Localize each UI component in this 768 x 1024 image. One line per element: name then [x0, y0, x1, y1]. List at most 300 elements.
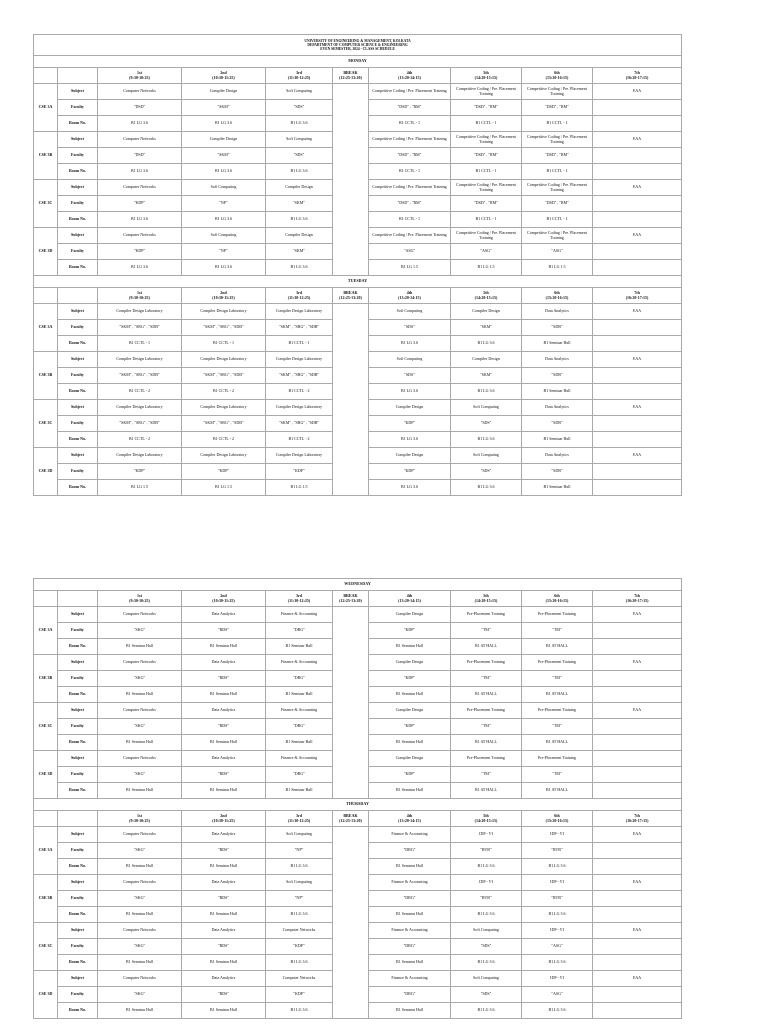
row-label-faculty: Faculty — [58, 987, 98, 1003]
title-line2: DEPARTMENT OF COMPUTER SCIENCE & ENGINEERING — [307, 42, 408, 47]
schedule-cell: "SDB" — [522, 416, 593, 432]
schedule-cell — [593, 320, 682, 336]
schedule-cell: Finance & Accounting — [266, 751, 333, 767]
schedule-cell: "ASG" — [522, 244, 593, 260]
schedule-cell: B1 LG 3.6 — [98, 260, 182, 276]
schedule-cell: "SDB" — [522, 368, 593, 384]
row-label-subject: Subject — [58, 400, 98, 416]
schedule-cell — [593, 939, 682, 955]
schedule-cell: Compiler Design Laboratory — [266, 448, 333, 464]
schedule-cell: Data Analytics — [182, 923, 266, 939]
schedule-cell: Computer Networks — [98, 180, 182, 196]
period-label: 3rd — [296, 70, 302, 75]
schedule-cell: B1 Seminar Hall — [98, 687, 182, 703]
schedule-cell: Compiler Design Laboratory — [266, 304, 333, 320]
period-label: 5th — [483, 813, 489, 818]
day-name: WEDNESDAY — [34, 579, 682, 591]
schedule-cell — [593, 432, 682, 448]
schedule-cell — [593, 751, 682, 767]
schedule-cell: Computer Networks — [98, 875, 182, 891]
row-label-faculty: Faculty — [58, 244, 98, 260]
schedule-cell: B1 LG 1.5 — [266, 480, 333, 496]
period-header — [333, 591, 369, 607]
schedule-cell: B1 CCTL - 2 — [266, 432, 333, 448]
period-header — [333, 288, 369, 304]
schedule-cell: B1 CCTL - 1 — [98, 336, 182, 352]
period-header — [333, 811, 369, 827]
schedule-cell: Pre-Placement Training — [451, 655, 522, 671]
period-time: (9:30-10:25) — [129, 74, 150, 80]
schedule-cell: "SKM" — [182, 100, 266, 116]
period-label: 2nd — [220, 593, 227, 598]
schedule-cell: "TM" — [451, 671, 522, 687]
schedule-cell: B1 Seminar Hall — [98, 907, 182, 923]
schedule-cell: Compiler Design — [369, 607, 451, 623]
schedule-cell: "DSD" — [98, 148, 182, 164]
period-time: (12:25-13:20) — [339, 597, 362, 603]
row-label-room: Room No. — [58, 955, 98, 971]
schedule-cell: B1 CCTL - 1 — [451, 116, 522, 132]
row-label-room: Room No. — [58, 480, 98, 496]
section-name: CSE 3A — [34, 607, 58, 655]
period-header — [522, 811, 593, 827]
schedule-cell: Data Analytics — [182, 751, 266, 767]
row-label-subject: Subject — [58, 655, 98, 671]
schedule-cell: B1 Seminar Hall — [182, 687, 266, 703]
schedule-cell: Computer Networks — [98, 923, 182, 939]
schedule-cell: Data Analytics — [522, 352, 593, 368]
break-cell — [333, 827, 369, 1019]
schedule-cell: Soft Computing — [369, 304, 451, 320]
period-time: (15:20-16:15) — [545, 597, 569, 603]
schedule-table-1 — [33, 34, 682, 496]
schedule-cell: B1 LG 3.6 — [451, 907, 522, 923]
schedule-cell: B1 AT HALL — [451, 639, 522, 655]
row-label-subject: Subject — [58, 751, 98, 767]
period-header — [593, 591, 682, 607]
schedule-cell: Compiler Design Laboratory — [266, 352, 333, 368]
row-label-subject: Subject — [58, 84, 98, 100]
schedule-cell: "DSD" , "RM" — [522, 148, 593, 164]
period-label: 6th — [554, 813, 560, 818]
schedule-cell: "SKM" , "SRG" , "SDB" — [266, 368, 333, 384]
schedule-cell: "SDS" — [266, 100, 333, 116]
schedule-cell: B1 LG 3.6 — [98, 116, 182, 132]
schedule-cell: B1 Seminar Hall — [522, 480, 593, 496]
row-label-faculty: Faculty — [58, 623, 98, 639]
schedule-cell: EAA — [593, 400, 682, 416]
schedule-cell: "ASG" — [369, 244, 451, 260]
period-header-row — [34, 288, 682, 304]
schedule-cell: B1 LG 3.6 — [266, 164, 333, 180]
schedule-cell: "RDS" — [182, 987, 266, 1003]
schedule-cell: B1 CCTL - 1 — [522, 116, 593, 132]
schedule-cell: B1 CCTL - 1 — [451, 212, 522, 228]
section-name: CSE 3B — [34, 352, 58, 400]
schedule-cell — [593, 416, 682, 432]
day-row — [34, 799, 682, 811]
period-time: (16:20-17:15) — [625, 294, 649, 300]
day-name: TUESDAY — [34, 276, 682, 288]
row-label-subject: Subject — [58, 875, 98, 891]
schedule-cell: "SDS" — [369, 368, 451, 384]
schedule-cell: Data Analytics — [522, 304, 593, 320]
schedule-cell: "RVB" — [522, 891, 593, 907]
period-label: 7th — [634, 70, 640, 75]
schedule-cell: "TM" — [522, 719, 593, 735]
schedule-cell — [593, 767, 682, 783]
schedule-cell — [593, 687, 682, 703]
schedule-cell: "KDP" — [266, 939, 333, 955]
period-label: 5th — [483, 290, 489, 295]
row-label-faculty: Faculty — [58, 464, 98, 480]
period-header — [333, 68, 369, 84]
section-name: CSE 3B — [34, 655, 58, 703]
schedule-cell: EAA — [593, 923, 682, 939]
section-name: CSE 3C — [34, 703, 58, 751]
schedule-cell: "DSD" , "RM" — [369, 196, 451, 212]
schedule-cell: Compiler Design — [451, 352, 522, 368]
schedule-cell: Data Analytics — [182, 607, 266, 623]
schedule-cell: IDP - VI — [451, 875, 522, 891]
row-label-room: Room No. — [58, 687, 98, 703]
schedule-cell: EAA — [593, 132, 682, 148]
schedule-cell: Competitive Coding / Pre. Placement Training — [522, 84, 593, 100]
break-cell — [333, 607, 369, 799]
row-label-subject: Subject — [58, 448, 98, 464]
schedule-cell: B1 Seminar Hall — [266, 783, 333, 799]
section-name: CSE 3D — [34, 971, 58, 1019]
schedule-cell: "SKG" — [98, 891, 182, 907]
schedule-cell: "TM" — [451, 719, 522, 735]
schedule-cell: B1 Seminar Hall — [369, 639, 451, 655]
period-label: 4th — [406, 70, 413, 75]
schedule-cell: "SDS" — [451, 939, 522, 955]
schedule-cell: EAA — [593, 875, 682, 891]
row-label-room: Room No. — [58, 859, 98, 875]
schedule-cell: Compiler Design — [182, 132, 266, 148]
schedule-page-2 — [33, 578, 681, 1019]
schedule-cell: "NP" — [182, 196, 266, 212]
schedule-cell: "SKM" , "SRG" , "SDB" — [266, 416, 333, 432]
schedule-cell: "SKM" , "SRG" , "SDB" — [182, 320, 266, 336]
schedule-cell: Finance & Accounting — [369, 923, 451, 939]
period-header — [593, 288, 682, 304]
period-header-row — [34, 68, 682, 84]
schedule-cell — [593, 164, 682, 180]
schedule-cell: B1 Seminar Hall — [369, 955, 451, 971]
schedule-cell: B1 Seminar Hall — [369, 687, 451, 703]
row-label-faculty: Faculty — [58, 196, 98, 212]
schedule-cell: "KDP" — [369, 767, 451, 783]
schedule-cell: "SKG" — [98, 671, 182, 687]
schedule-cell — [593, 212, 682, 228]
schedule-cell: "DSD" , "RM" — [369, 100, 451, 116]
schedule-cell: "TM" — [451, 767, 522, 783]
schedule-cell: "RDS" — [182, 891, 266, 907]
schedule-cell: EAA — [593, 304, 682, 320]
schedule-cell: B1 Seminar Hall — [266, 639, 333, 655]
schedule-cell: Compiler Design — [451, 304, 522, 320]
schedule-cell: "KDP" — [369, 416, 451, 432]
period-time: (12:25-13:20) — [339, 294, 362, 300]
schedule-cell: EAA — [593, 352, 682, 368]
schedule-cell: IDP - VI — [522, 971, 593, 987]
schedule-cell: "SKM" , "SRG" , "SDB" — [182, 416, 266, 432]
schedule-cell: Competitive Coding / Pre. Placement Training — [522, 228, 593, 244]
row-label-subject: Subject — [58, 304, 98, 320]
section-name: CSE 3C — [34, 180, 58, 228]
schedule-cell: Computer Networks — [98, 703, 182, 719]
schedule-cell: B1 LG 3.6 — [522, 1003, 593, 1019]
schedule-cell: "SKM" — [266, 196, 333, 212]
schedule-table-2 — [33, 578, 682, 1019]
schedule-cell: "SDS" — [451, 987, 522, 1003]
row-label-room: Room No. — [58, 1003, 98, 1019]
schedule-cell: B1 AT HALL — [522, 735, 593, 751]
period-label: 3rd — [296, 813, 302, 818]
day-row — [34, 56, 682, 68]
schedule-cell: B1 Seminar Hall — [182, 955, 266, 971]
schedule-cell: "NP" — [266, 843, 333, 859]
period-label: 4th — [406, 593, 413, 598]
period-label: 4th — [406, 290, 413, 295]
schedule-cell: B1 Seminar Hall — [266, 687, 333, 703]
schedule-cell: "SDB" — [522, 464, 593, 480]
schedule-cell: "DSD" , "RM" — [522, 100, 593, 116]
period-label: 3rd — [296, 593, 302, 598]
period-header — [98, 591, 182, 607]
period-time: (14:20-15:15) — [474, 597, 498, 603]
schedule-cell: Compiler Design Laboratory — [182, 448, 266, 464]
schedule-cell: B1 Seminar Hall — [182, 783, 266, 799]
schedule-cell: Soft Computing — [266, 827, 333, 843]
period-header — [451, 68, 522, 84]
period-header — [182, 288, 266, 304]
row-label-faculty: Faculty — [58, 719, 98, 735]
schedule-cell: Competitive Coding / Pre. Placement Training — [451, 132, 522, 148]
schedule-cell: "RDS" — [182, 843, 266, 859]
schedule-cell: Finance & Accounting — [369, 875, 451, 891]
period-header-row — [34, 591, 682, 607]
schedule-cell: "KDP" — [182, 464, 266, 480]
schedule-cell — [593, 464, 682, 480]
schedule-cell: B1 LG 3.6 — [369, 432, 451, 448]
schedule-cell: B1 Seminar Hall — [98, 783, 182, 799]
schedule-cell: "SDS" — [369, 320, 451, 336]
schedule-cell: B1 Seminar Hall — [182, 859, 266, 875]
schedule-cell — [593, 891, 682, 907]
row-label-room: Room No. — [58, 639, 98, 655]
schedule-cell: "RDS" — [182, 671, 266, 687]
day-name: THURSDAY — [34, 799, 682, 811]
schedule-cell: Computer Networks — [266, 923, 333, 939]
schedule-cell: "DBG" — [369, 987, 451, 1003]
period-time: (10:30-11:25) — [212, 294, 235, 300]
schedule-cell: Pre-Placement Training — [522, 607, 593, 623]
schedule-cell: "TM" — [522, 767, 593, 783]
section-name: CSE 3D — [34, 448, 58, 496]
schedule-cell: "KDP" — [98, 464, 182, 480]
schedule-cell: Computer Networks — [266, 971, 333, 987]
schedule-cell: Computer Networks — [98, 971, 182, 987]
row-label-faculty: Faculty — [58, 843, 98, 859]
schedule-cell: "SKM" , "SRG" , "SDB" — [182, 368, 266, 384]
schedule-cell: B1 Seminar Hall — [98, 735, 182, 751]
row-label-faculty: Faculty — [58, 939, 98, 955]
schedule-cell: B1 LG 1.5 — [369, 260, 451, 276]
schedule-cell: B1 CCTL - 2 — [98, 432, 182, 448]
schedule-cell: "SKM" — [451, 368, 522, 384]
schedule-cell: B1 LG 3.6 — [451, 859, 522, 875]
schedule-cell: "SKM" , "SRG" , "SDB" — [98, 416, 182, 432]
schedule-cell — [593, 623, 682, 639]
schedule-cell: Compiler Design Laboratory — [182, 352, 266, 368]
period-label: 6th — [554, 70, 560, 75]
schedule-cell: B1 CCTL - 1 — [369, 164, 451, 180]
section-name: CSE 3D — [34, 751, 58, 799]
period-header — [451, 288, 522, 304]
blank-cell — [58, 68, 98, 84]
schedule-cell: "SKG" — [98, 719, 182, 735]
schedule-cell: B1 LG 3.6 — [98, 212, 182, 228]
schedule-cell: "RVB" — [451, 891, 522, 907]
schedule-cell: "SKM" — [182, 148, 266, 164]
schedule-cell: Computer Networks — [98, 751, 182, 767]
schedule-cell — [593, 859, 682, 875]
schedule-cell: Compiler Design — [182, 84, 266, 100]
schedule-cell: B1 LG 3.6 — [266, 116, 333, 132]
row-label-faculty: Faculty — [58, 320, 98, 336]
period-header — [182, 811, 266, 827]
schedule-cell: Compiler Design — [266, 228, 333, 244]
period-label: 7th — [634, 290, 640, 295]
period-label: 2nd — [220, 70, 227, 75]
period-header — [451, 591, 522, 607]
schedule-cell: Data Analytics — [182, 703, 266, 719]
schedule-cell: Compiler Design Laboratory — [98, 400, 182, 416]
period-header — [369, 591, 451, 607]
schedule-cell: Compiler Design — [369, 400, 451, 416]
row-label-faculty: Faculty — [58, 148, 98, 164]
schedule-cell: Compiler Design — [266, 180, 333, 196]
schedule-cell: IDP - VI — [522, 923, 593, 939]
schedule-cell: B1 LG 3.6 — [369, 384, 451, 400]
schedule-cell: B1 CCTL - 2 — [182, 432, 266, 448]
schedule-cell: "DSD" — [98, 100, 182, 116]
schedule-cell: B1 Seminar Hall — [369, 735, 451, 751]
schedule-cell: B1 Seminar Hall — [522, 384, 593, 400]
schedule-cell: "DSD" , "RM" — [451, 196, 522, 212]
period-label: 3rd — [296, 290, 302, 295]
schedule-cell: B1 LG 3.6 — [266, 260, 333, 276]
schedule-cell: B1 CCTL - 1 — [451, 164, 522, 180]
period-header — [266, 811, 333, 827]
schedule-cell: B1 LG 3.6 — [522, 955, 593, 971]
period-time: (14:20-15:15) — [474, 817, 498, 823]
period-label: 1st — [137, 813, 142, 818]
schedule-cell: Finance & Accounting — [266, 703, 333, 719]
schedule-cell: "SKM" , "SRG" , "SDB" — [98, 320, 182, 336]
schedule-cell: B1 Seminar Hall — [98, 639, 182, 655]
row-label-room: Room No. — [58, 384, 98, 400]
schedule-cell: EAA — [593, 607, 682, 623]
period-label: 5th — [483, 593, 489, 598]
schedule-cell: Finance & Accounting — [266, 607, 333, 623]
schedule-cell: Computer Networks — [98, 607, 182, 623]
schedule-cell: "SDB" — [522, 320, 593, 336]
schedule-cell: B1 LG 3.6 — [451, 480, 522, 496]
schedule-cell — [593, 843, 682, 859]
schedule-cell: "ASG" — [451, 244, 522, 260]
period-header — [522, 288, 593, 304]
period-time: (13:20-14:15) — [398, 294, 421, 300]
schedule-cell: B1 Seminar Hall — [522, 432, 593, 448]
schedule-cell: "RDS" — [182, 767, 266, 783]
schedule-cell: "TM" — [522, 671, 593, 687]
row-label-subject: Subject — [58, 607, 98, 623]
section-subject-row — [34, 607, 682, 623]
schedule-cell: B1 LG 3.6 — [182, 116, 266, 132]
schedule-cell — [593, 955, 682, 971]
schedule-cell: B1 CCTL - 1 — [369, 116, 451, 132]
schedule-cell: Data Analytics — [182, 971, 266, 987]
schedule-cell: "SDS" — [451, 464, 522, 480]
schedule-cell: B1 AT HALL — [451, 735, 522, 751]
schedule-cell: Pre-Placement Training — [451, 607, 522, 623]
period-time: (11:30-12:25) — [287, 74, 311, 80]
schedule-cell: "DBG" — [266, 767, 333, 783]
section-name: CSE 3C — [34, 400, 58, 448]
schedule-cell: "DBG" — [266, 671, 333, 687]
schedule-cell — [593, 260, 682, 276]
section-subject-row — [34, 827, 682, 843]
schedule-cell: Computer Networks — [98, 84, 182, 100]
period-header — [98, 288, 182, 304]
period-time: (14:20-15:15) — [474, 294, 498, 300]
schedule-cell: EAA — [593, 84, 682, 100]
schedule-cell: B1 CCTL - 2 — [266, 384, 333, 400]
schedule-cell: B1 LG 3.6 — [98, 164, 182, 180]
schedule-cell: "TM" — [522, 623, 593, 639]
section-name: CSE 3D — [34, 228, 58, 276]
schedule-cell: Finance & Accounting — [266, 655, 333, 671]
schedule-cell: B1 Seminar Hall — [522, 336, 593, 352]
period-time: (9:30-10:25) — [129, 817, 150, 823]
schedule-cell: "RDS" — [182, 939, 266, 955]
period-time: (12:25-13:20) — [339, 74, 362, 80]
schedule-cell — [593, 735, 682, 751]
schedule-cell: B1 LG 3.6 — [451, 1003, 522, 1019]
period-label: BREAK — [343, 290, 358, 295]
schedule-cell: Competitive Coding / Pre. Placement Training — [369, 228, 451, 244]
row-label-room: Room No. — [58, 432, 98, 448]
schedule-cell: B1 Seminar Hall — [369, 859, 451, 875]
period-header — [266, 288, 333, 304]
schedule-cell: B1 LG 3.6 — [369, 336, 451, 352]
blank-cell — [58, 591, 98, 607]
title-line3: EVEN SEMESTER, 2024 - CLASS SCHEDULE — [320, 47, 395, 52]
schedule-cell: Data Analytics — [522, 400, 593, 416]
schedule-cell: Soft Computing — [369, 352, 451, 368]
schedule-cell: B1 CCTL - 2 — [98, 384, 182, 400]
schedule-cell: "KDP" — [369, 464, 451, 480]
schedule-title — [34, 35, 682, 56]
schedule-cell: B1 LG 3.6 — [266, 907, 333, 923]
day-row — [34, 579, 682, 591]
period-time: (16:20-17:15) — [625, 597, 649, 603]
schedule-cell: Compiler Design — [369, 448, 451, 464]
